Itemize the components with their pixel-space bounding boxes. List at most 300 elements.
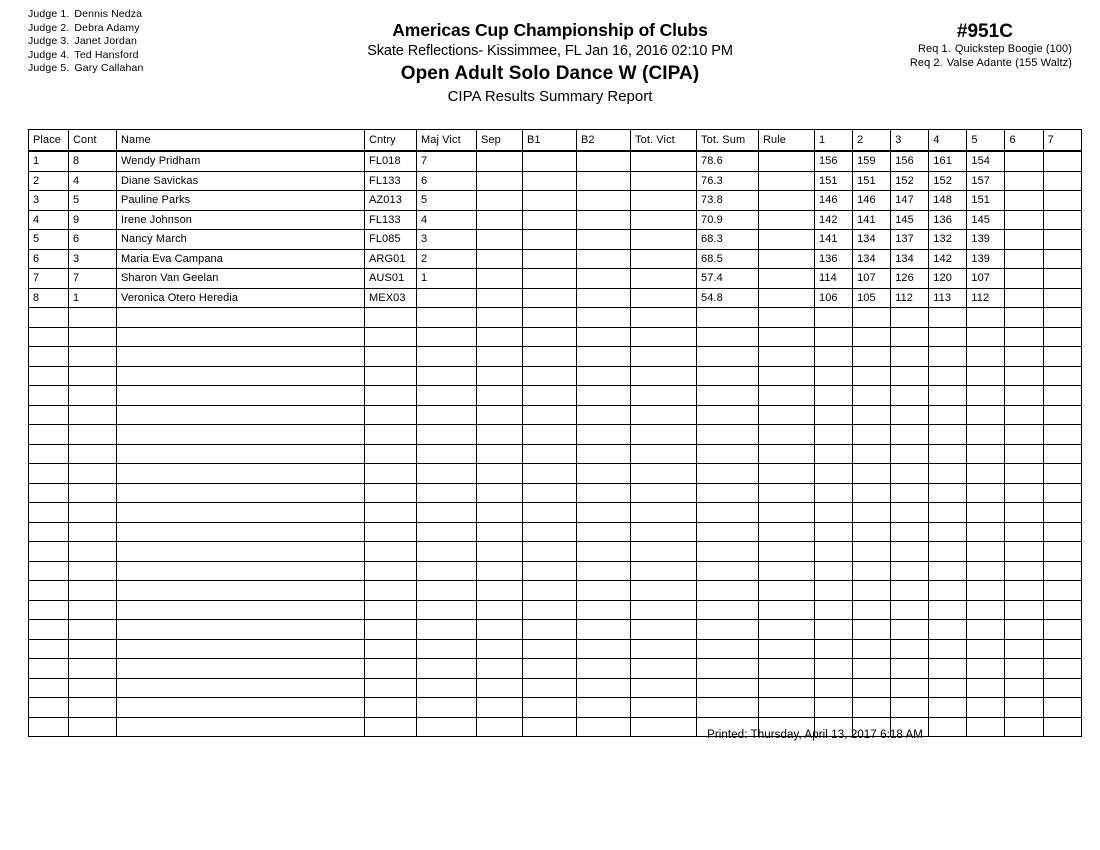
cell-empty <box>577 659 631 679</box>
cell-rule <box>759 269 815 289</box>
cell-empty <box>967 522 1005 542</box>
cell-cntry: AZ013 <box>365 191 417 211</box>
cell-empty <box>1043 678 1081 698</box>
cell-empty <box>967 405 1005 425</box>
judge-name: Janet Jordan <box>74 35 137 48</box>
cell-empty <box>929 405 967 425</box>
cell-judge-2-score: 141 <box>853 210 891 230</box>
cell-empty <box>1005 405 1043 425</box>
cell-empty <box>891 659 929 679</box>
cell-b1 <box>523 191 577 211</box>
cell-empty <box>417 659 477 679</box>
cell-tot-vict <box>631 151 697 171</box>
cell-empty <box>697 483 759 503</box>
cell-place: 2 <box>29 171 69 191</box>
cell-place: 1 <box>29 151 69 171</box>
cell-judge-6-score <box>1005 249 1043 269</box>
cell-empty <box>1005 561 1043 581</box>
cell-empty <box>577 327 631 347</box>
cell-tot-sum: 70.9 <box>697 210 759 230</box>
cell-empty <box>967 639 1005 659</box>
cell-empty <box>523 698 577 718</box>
cell-empty <box>1005 698 1043 718</box>
cell-empty <box>117 386 365 406</box>
cell-empty <box>477 327 523 347</box>
cell-empty <box>29 347 69 367</box>
cell-empty <box>117 503 365 523</box>
cell-empty <box>117 678 365 698</box>
cell-empty <box>759 503 815 523</box>
cell-empty <box>417 366 477 386</box>
cell-empty <box>577 600 631 620</box>
cell-judge-5-score: 154 <box>967 151 1005 171</box>
cell-cont: 1 <box>69 288 117 308</box>
cell-empty <box>631 405 697 425</box>
cell-empty <box>69 522 117 542</box>
cell-b1 <box>523 249 577 269</box>
cell-empty <box>477 347 523 367</box>
judge-label: Judge <box>28 8 58 20</box>
cell-empty <box>29 600 69 620</box>
cell-empty <box>29 464 69 484</box>
cell-judge-3-score: 152 <box>891 171 929 191</box>
cell-judge-4-score: 148 <box>929 191 967 211</box>
cell-empty <box>1005 327 1043 347</box>
cell-tot-vict <box>631 171 697 191</box>
cell-empty <box>853 327 891 347</box>
cell-place: 4 <box>29 210 69 230</box>
table-row-empty <box>29 464 1082 484</box>
cell-empty <box>1043 659 1081 679</box>
cell-judge-1-score: 141 <box>815 230 853 250</box>
cell-empty <box>1043 386 1081 406</box>
cell-empty <box>365 581 417 601</box>
cell-empty <box>477 386 523 406</box>
cell-empty <box>759 639 815 659</box>
cell-empty <box>577 639 631 659</box>
judges-panel <box>28 8 144 76</box>
cell-empty <box>631 503 697 523</box>
results-table-container <box>28 129 1054 737</box>
cell-empty <box>759 464 815 484</box>
cell-empty <box>523 405 577 425</box>
cell-empty <box>365 366 417 386</box>
cell-rule <box>759 191 815 211</box>
cell-judge-3-score: 147 <box>891 191 929 211</box>
cell-empty <box>69 347 117 367</box>
cell-empty <box>815 561 853 581</box>
cell-empty <box>967 503 1005 523</box>
cell-empty <box>697 600 759 620</box>
cell-place: 8 <box>29 288 69 308</box>
cell-judge-4-score: 120 <box>929 269 967 289</box>
cell-maj-vict: 5 <box>417 191 477 211</box>
cell-sep <box>477 191 523 211</box>
cell-empty <box>1043 425 1081 445</box>
cell-empty <box>577 620 631 640</box>
column-header-rule: Rule <box>759 130 815 152</box>
cell-empty <box>417 561 477 581</box>
cell-empty <box>631 347 697 367</box>
cell-empty <box>967 483 1005 503</box>
cell-empty <box>697 444 759 464</box>
judge-label: Judge <box>28 21 58 34</box>
cell-empty <box>477 698 523 718</box>
cell-empty <box>29 678 69 698</box>
cell-empty <box>853 347 891 367</box>
cell-empty <box>117 425 365 445</box>
cell-judge-5-score: 157 <box>967 171 1005 191</box>
cell-empty <box>417 678 477 698</box>
cell-b1 <box>523 288 577 308</box>
table-row <box>29 269 1082 289</box>
cell-empty <box>577 444 631 464</box>
cell-judge-1-score: 146 <box>815 191 853 211</box>
cell-empty <box>967 698 1005 718</box>
judge-number: 1. <box>60 8 70 20</box>
cell-empty <box>69 698 117 718</box>
cell-empty <box>523 659 577 679</box>
cell-judge-4-score: 161 <box>929 151 967 171</box>
cell-empty <box>1005 386 1043 406</box>
cell-b1 <box>523 171 577 191</box>
cell-tot-sum: 54.8 <box>697 288 759 308</box>
cell-empty <box>631 581 697 601</box>
cell-empty <box>417 620 477 640</box>
cell-empty <box>631 678 697 698</box>
cell-empty <box>1005 678 1043 698</box>
cell-empty <box>631 522 697 542</box>
judge-number: 2. <box>60 21 70 34</box>
cell-empty <box>477 503 523 523</box>
cell-empty <box>929 464 967 484</box>
cell-empty <box>1043 581 1081 601</box>
cell-empty <box>967 425 1005 445</box>
event-meta <box>910 20 1072 70</box>
cell-empty <box>891 366 929 386</box>
cell-cont: 3 <box>69 249 117 269</box>
cell-maj-vict <box>417 288 477 308</box>
cell-maj-vict: 1 <box>417 269 477 289</box>
cell-judge-7-score <box>1043 288 1081 308</box>
cell-empty <box>365 522 417 542</box>
cell-empty <box>577 522 631 542</box>
cell-empty <box>929 678 967 698</box>
cell-empty <box>117 464 365 484</box>
requirement-line <box>910 57 1072 71</box>
cell-b1 <box>523 151 577 171</box>
cell-judge-1-score: 151 <box>815 171 853 191</box>
column-header-b2: B2 <box>577 130 631 152</box>
cell-empty <box>891 386 929 406</box>
cell-empty <box>69 464 117 484</box>
cell-empty <box>365 542 417 562</box>
cell-empty <box>759 659 815 679</box>
cell-empty <box>477 581 523 601</box>
cell-empty <box>417 464 477 484</box>
cell-empty <box>1005 581 1043 601</box>
cell-empty <box>523 620 577 640</box>
requirement-line <box>910 43 1072 57</box>
cell-empty <box>417 503 477 523</box>
cell-empty <box>117 327 365 347</box>
cell-judge-7-score <box>1043 210 1081 230</box>
table-row-empty <box>29 347 1082 367</box>
cell-judge-2-score: 151 <box>853 171 891 191</box>
cell-empty <box>523 503 577 523</box>
cell-cont: 8 <box>69 151 117 171</box>
cell-empty <box>117 347 365 367</box>
cell-empty <box>815 600 853 620</box>
cell-empty <box>417 600 477 620</box>
cell-sep <box>477 210 523 230</box>
cell-empty <box>117 308 365 328</box>
cell-empty <box>417 347 477 367</box>
cell-empty <box>631 483 697 503</box>
cell-empty <box>631 444 697 464</box>
cell-empty <box>815 386 853 406</box>
column-header-maj-vict: Maj Vict <box>417 130 477 152</box>
column-header-tot-sum: Tot. Sum <box>697 130 759 152</box>
cell-judge-5-score: 139 <box>967 249 1005 269</box>
judge-label: Judge <box>28 62 58 75</box>
cell-empty <box>815 483 853 503</box>
cell-b2 <box>577 288 631 308</box>
cell-empty <box>117 659 365 679</box>
table-row <box>29 288 1082 308</box>
cell-empty <box>891 425 929 445</box>
cell-empty <box>117 542 365 562</box>
cell-empty <box>417 483 477 503</box>
cell-empty <box>117 522 365 542</box>
cell-maj-vict: 3 <box>417 230 477 250</box>
cell-empty <box>477 620 523 640</box>
cell-name: Maria Eva Campana <box>117 249 365 269</box>
table-row-empty <box>29 405 1082 425</box>
cell-empty <box>477 659 523 679</box>
cell-cntry: FL133 <box>365 171 417 191</box>
cell-judge-7-score <box>1043 191 1081 211</box>
cell-empty <box>891 483 929 503</box>
cell-judge-7-score <box>1043 230 1081 250</box>
requirement-text: Valse Adante (155 Waltz) <box>946 56 1072 69</box>
cell-empty <box>891 522 929 542</box>
cell-empty <box>967 620 1005 640</box>
cell-judge-6-score <box>1005 171 1043 191</box>
cell-name: Irene Johnson <box>117 210 365 230</box>
cell-judge-7-score <box>1043 269 1081 289</box>
cell-cntry: FL018 <box>365 151 417 171</box>
cell-empty <box>29 425 69 445</box>
cell-empty <box>853 542 891 562</box>
cell-judge-2-score: 107 <box>853 269 891 289</box>
cell-name: Wendy Pridham <box>117 151 365 171</box>
cell-empty <box>29 561 69 581</box>
cell-empty <box>697 522 759 542</box>
cell-empty <box>967 308 1005 328</box>
event-title: Open Adult Solo Dance W (CIPA) <box>400 63 700 84</box>
cell-tot-vict <box>631 191 697 211</box>
cell-empty <box>853 386 891 406</box>
cell-empty <box>815 308 853 328</box>
cell-empty <box>417 522 477 542</box>
cell-empty <box>891 678 929 698</box>
cell-empty <box>117 698 365 718</box>
cell-empty <box>697 581 759 601</box>
column-header-name: Name <box>117 130 365 152</box>
table-row-empty <box>29 425 1082 445</box>
cell-empty <box>853 444 891 464</box>
cell-empty <box>69 659 117 679</box>
judge-name: Gary Callahan <box>74 62 144 75</box>
cell-tot-vict <box>631 288 697 308</box>
cell-empty <box>967 444 1005 464</box>
cell-empty <box>365 308 417 328</box>
event-number: #951C <box>956 21 1013 42</box>
cell-maj-vict: 2 <box>417 249 477 269</box>
cell-empty <box>69 483 117 503</box>
table-row-empty <box>29 561 1082 581</box>
cell-cont: 5 <box>69 191 117 211</box>
cell-empty <box>117 483 365 503</box>
cell-empty <box>523 600 577 620</box>
cell-tot-sum: 57.4 <box>697 269 759 289</box>
cell-judge-6-score <box>1005 288 1043 308</box>
cell-empty <box>1043 698 1081 718</box>
table-row-empty <box>29 503 1082 523</box>
cell-empty <box>815 464 853 484</box>
cell-empty <box>523 542 577 562</box>
judge-line <box>28 62 144 76</box>
table-row-empty <box>29 659 1082 679</box>
cell-empty <box>577 503 631 523</box>
cell-b2 <box>577 171 631 191</box>
cell-judge-1-score: 142 <box>815 210 853 230</box>
cell-judge-7-score <box>1043 171 1081 191</box>
cell-empty <box>29 620 69 640</box>
cell-empty <box>523 581 577 601</box>
cell-empty <box>631 600 697 620</box>
cell-name: Veronica Otero Heredia <box>117 288 365 308</box>
cell-judge-6-score <box>1005 210 1043 230</box>
cell-empty <box>853 561 891 581</box>
cell-empty <box>117 405 365 425</box>
cell-empty <box>853 659 891 679</box>
cell-judge-5-score: 151 <box>967 191 1005 211</box>
cell-empty <box>69 581 117 601</box>
cell-judge-1-score: 106 <box>815 288 853 308</box>
cell-sep <box>477 269 523 289</box>
cell-empty <box>929 561 967 581</box>
series-title: Americas Cup Championship of Clubs <box>392 20 708 40</box>
cell-empty <box>759 678 815 698</box>
column-header-7: 7 <box>1043 130 1081 152</box>
judge-line <box>28 35 144 49</box>
cell-empty <box>967 678 1005 698</box>
cell-empty <box>891 503 929 523</box>
cell-empty <box>117 620 365 640</box>
venue-datetime-line: Skate Reflections- Kissimmee, FL Jan 16, 2016 02:10 PM <box>367 43 733 59</box>
judge-number: 4. <box>60 48 70 61</box>
cell-cont: 6 <box>69 230 117 250</box>
cell-empty <box>853 483 891 503</box>
cell-judge-5-score: 107 <box>967 269 1005 289</box>
cell-empty <box>523 464 577 484</box>
cell-empty <box>929 327 967 347</box>
cell-empty <box>1005 620 1043 640</box>
cell-empty <box>631 542 697 562</box>
cell-empty <box>759 620 815 640</box>
cell-empty <box>815 659 853 679</box>
cell-empty <box>1043 444 1081 464</box>
cell-empty <box>69 600 117 620</box>
cell-empty <box>69 444 117 464</box>
cell-empty <box>1043 639 1081 659</box>
cell-empty <box>815 503 853 523</box>
cell-rule <box>759 171 815 191</box>
cell-tot-vict <box>631 249 697 269</box>
cell-empty <box>815 425 853 445</box>
column-header-b1: B1 <box>523 130 577 152</box>
cell-empty <box>365 327 417 347</box>
cell-empty <box>631 561 697 581</box>
cell-empty <box>29 542 69 562</box>
cell-empty <box>417 425 477 445</box>
cell-empty <box>1043 561 1081 581</box>
cell-judge-3-score: 112 <box>891 288 929 308</box>
cell-empty <box>117 444 365 464</box>
cell-empty <box>69 678 117 698</box>
cell-judge-3-score: 145 <box>891 210 929 230</box>
cell-empty <box>523 366 577 386</box>
cell-judge-3-score: 134 <box>891 249 929 269</box>
cell-empty <box>365 483 417 503</box>
cell-empty <box>929 600 967 620</box>
cell-place: 5 <box>29 230 69 250</box>
cell-empty <box>577 366 631 386</box>
judge-name: Ted Hansford <box>74 48 139 61</box>
cell-empty <box>1005 347 1043 367</box>
cell-empty <box>815 620 853 640</box>
cell-empty <box>365 386 417 406</box>
cell-name: Nancy March <box>117 230 365 250</box>
cell-empty <box>477 425 523 445</box>
cell-empty <box>759 347 815 367</box>
cell-judge-7-score <box>1043 249 1081 269</box>
cell-empty <box>577 405 631 425</box>
cell-empty <box>69 327 117 347</box>
cell-judge-2-score: 134 <box>853 249 891 269</box>
cell-empty <box>929 698 967 718</box>
table-row-empty <box>29 542 1082 562</box>
table-row <box>29 230 1082 250</box>
table-body <box>29 151 1082 737</box>
cell-rule <box>759 249 815 269</box>
cell-maj-vict: 7 <box>417 151 477 171</box>
cell-empty <box>1005 639 1043 659</box>
table-row <box>29 249 1082 269</box>
cell-empty <box>1043 464 1081 484</box>
cell-empty <box>891 444 929 464</box>
cell-empty <box>1043 347 1081 367</box>
cell-empty <box>477 600 523 620</box>
cell-empty <box>29 444 69 464</box>
judge-line <box>28 49 144 63</box>
cell-empty <box>631 327 697 347</box>
cell-empty <box>117 639 365 659</box>
cell-empty <box>29 366 69 386</box>
judge-name: Debra Adamy <box>74 21 140 34</box>
